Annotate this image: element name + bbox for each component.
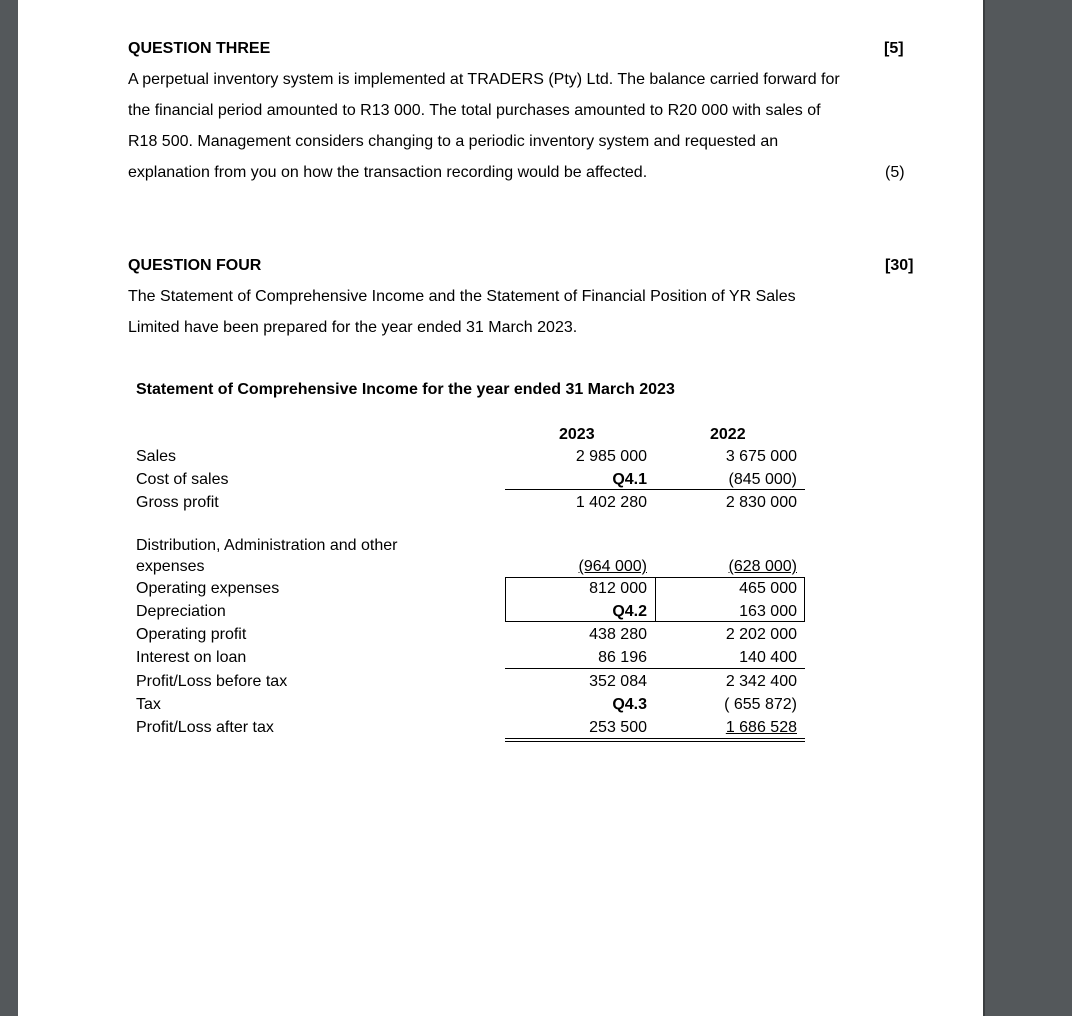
value-2023-profit-before-tax: 352 084 [589, 673, 647, 690]
value-2022-profit-after-tax: 1 686 528 [725, 719, 797, 736]
value-2023-tax: Q4.3 [612, 696, 647, 713]
row-label-expenses: expenses [136, 558, 205, 575]
col-header-2023: 2023 [559, 426, 595, 443]
value-2022-gross-profit: 2 830 000 [725, 494, 797, 511]
value-2023-sales: 2 985 000 [575, 448, 647, 465]
q4-title: QUESTION FOUR [128, 257, 262, 274]
q3-marks: [5] [884, 40, 904, 57]
col-header-2022: 2022 [710, 426, 746, 443]
row-label-profit-after-tax: Profit/Loss after tax [136, 719, 274, 736]
row-label-depreciation: Depreciation [136, 603, 226, 620]
rule-under-cost-of-sales [505, 489, 805, 490]
q4-line-2: Limited have been prepared for the year ended 31 March 2023. [128, 319, 578, 336]
value-2022-interest: 140 400 [739, 649, 797, 666]
value-2022-operating-profit: 2 202 000 [725, 626, 797, 643]
value-2023-operating-profit: 438 280 [589, 626, 647, 643]
value-2022-depreciation: 163 000 [739, 603, 797, 620]
value-2023-profit-after-tax: 253 500 [589, 719, 647, 736]
row-label-interest-on-loan: Interest on loan [136, 649, 247, 666]
document-page [18, 0, 983, 1016]
value-2022-sales: 3 675 000 [725, 448, 797, 465]
q3-line-3: R18 500. Management considers changing to a periodic inventory system and requested an [128, 133, 779, 150]
q4-marks: [30] [885, 257, 914, 274]
value-2022-distribution: (628 000) [728, 558, 797, 575]
value-2022-cost-of-sales: (845 000) [728, 471, 797, 488]
value-2022-operating-expenses: 465 000 [739, 580, 797, 597]
statement-title: Statement of Comprehensive Income for the year ended 31 March 2023 [136, 381, 675, 398]
q3-title: QUESTION THREE [128, 40, 271, 57]
row-label-operating-expenses: Operating expenses [136, 580, 280, 597]
rule-box-left [505, 577, 506, 622]
rule-box-middle [655, 577, 656, 622]
rule-under-interest [505, 668, 805, 669]
value-2023-interest: 86 196 [598, 649, 647, 666]
row-label-tax: Tax [136, 696, 161, 713]
row-label-profit-before-tax: Profit/Loss before tax [136, 673, 288, 690]
rule-double-1 [505, 738, 805, 739]
row-label-operating-profit: Operating profit [136, 626, 247, 643]
q3-line-4: explanation from you on how the transaction recording would be affected. [128, 164, 648, 181]
value-2022-tax: ( 655 872) [724, 696, 797, 713]
value-2023-operating-expenses: 812 000 [589, 580, 647, 597]
row-label-gross-profit: Gross profit [136, 494, 219, 511]
value-2022-profit-before-tax: 2 342 400 [725, 673, 797, 690]
row-label-distribution-admin: Distribution, Administration and other [136, 537, 398, 554]
q3-line-2: the financial period amounted to R13 000. The total purchases amounted to R20 000 with sales of [128, 102, 821, 119]
rule-box-right [804, 577, 805, 622]
rule-double-2 [505, 741, 805, 742]
q3-sub-marks: (5) [885, 164, 905, 181]
value-2023-depreciation: Q4.2 [612, 603, 647, 620]
value-2023-gross-profit: 1 402 280 [575, 494, 647, 511]
value-2023-cost-of-sales: Q4.1 [612, 471, 647, 488]
q3-line-1: A perpetual inventory system is implemented at TRADERS (Pty) Ltd. The balance carried forward for [128, 71, 840, 88]
row-label-cost-of-sales: Cost of sales [136, 471, 229, 488]
row-label-sales: Sales [136, 448, 177, 465]
q4-line-1: The Statement of Comprehensive Income and the Statement of Financial Position of YR Sales [128, 288, 796, 305]
value-2023-distribution: (964 000) [578, 558, 647, 575]
